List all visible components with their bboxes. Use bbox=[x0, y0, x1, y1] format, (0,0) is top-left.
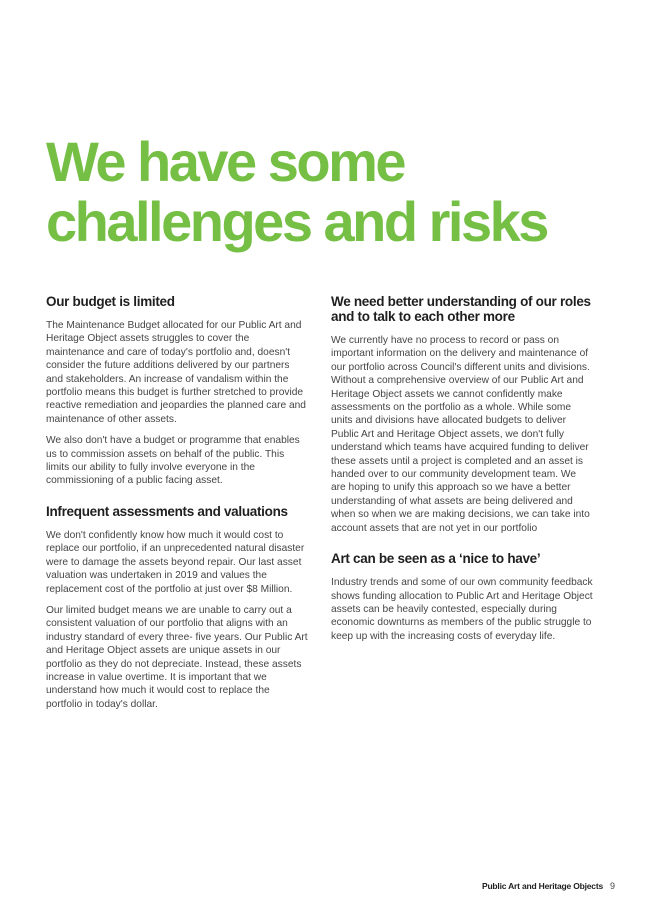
page-number: 9 bbox=[609, 881, 615, 891]
nice-to-have-heading: Art can be seen as a ‘nice to have’ bbox=[331, 551, 541, 567]
assessments-heading: Infrequent assessments and valuations bbox=[46, 503, 288, 519]
left-column bbox=[46, 294, 308, 719]
page-title-line-1: We have some bbox=[46, 130, 405, 193]
understanding-paragraph: We currently have no process to record or pass on important information on the delivery and maintenance of our portfolio across Council's different units and divisions. Without a comprehensive overview of our Public Art and Heritage Object assets we cannot confidently make assessments on the portfolio as a whole. While some units and divisions have allocated budgets to deliver Public Art and Heritage Object assets, we don't fully understand which teams have acquired funding to deliver these assets until a project is completed and an asset is handed over to our community development team. We are hoping to unify this approach so we have a better understanding of what assets are being delivered and when so when we are making decisions, we can take into account assets that are not yet in our portfolio bbox=[331, 335, 590, 534]
page-title bbox=[46, 132, 606, 252]
footer-title: Public Art and Heritage Objects bbox=[481, 881, 603, 891]
assessments-paragraph-2: Our limited budget means we are unable to carry out a consistent valuation of our portfolio that aligns with an industry standard of every three- five years. Our Public Art and Heritage Object assets are unique assets in our portfolio as they do not depreciate. Instead, these assets increase in value overtime. It is important that we understand how much it would cost to replace the portfolio in today's dollar. bbox=[46, 604, 308, 710]
budget-paragraph-2: We also don't have a budget or programme that enables us to commission assets on behalf of the public. This limits our ability to fully involve everyone in the commissioning of a public facing asset. bbox=[46, 435, 300, 487]
budget-paragraph-1: The Maintenance Budget allocated for our Public Art and Heritage Object assets struggles to cover the maintenance and care of today's portfolio and, doesn't consider the future additions delivered by our partners and stakeholders. An increase of vandalism within the portfolio means this budget is further stretched to provide reactive remediation and jeopardies the planned care and maintenance of other assets. bbox=[46, 320, 306, 425]
right-column bbox=[331, 294, 593, 651]
budget-heading: Our budget is limited bbox=[46, 294, 175, 309]
page-footer bbox=[482, 881, 615, 891]
understanding-heading: We need better understanding of our roles and to talk to each other more bbox=[331, 294, 591, 324]
assessments-paragraph-1: We don't confidently know how much it would cost to replace our portfolio, if an unprecedented natural disaster were to damage the assets beyond repair. Our last asset valuation was undertaken in 2019 and values the replacement cost of the portfolio at just over $8 Million. bbox=[46, 529, 305, 595]
nice-to-have-paragraph: Industry trends and some of our own community feedback shows funding allocation to Public Art and Heritage Object assets can be heavily contested, especially during economic downturns as members of the public struggle to keep up with the increasing costs of everyday life. bbox=[331, 577, 593, 642]
page-title-line-2: challenges and risks bbox=[46, 190, 547, 253]
